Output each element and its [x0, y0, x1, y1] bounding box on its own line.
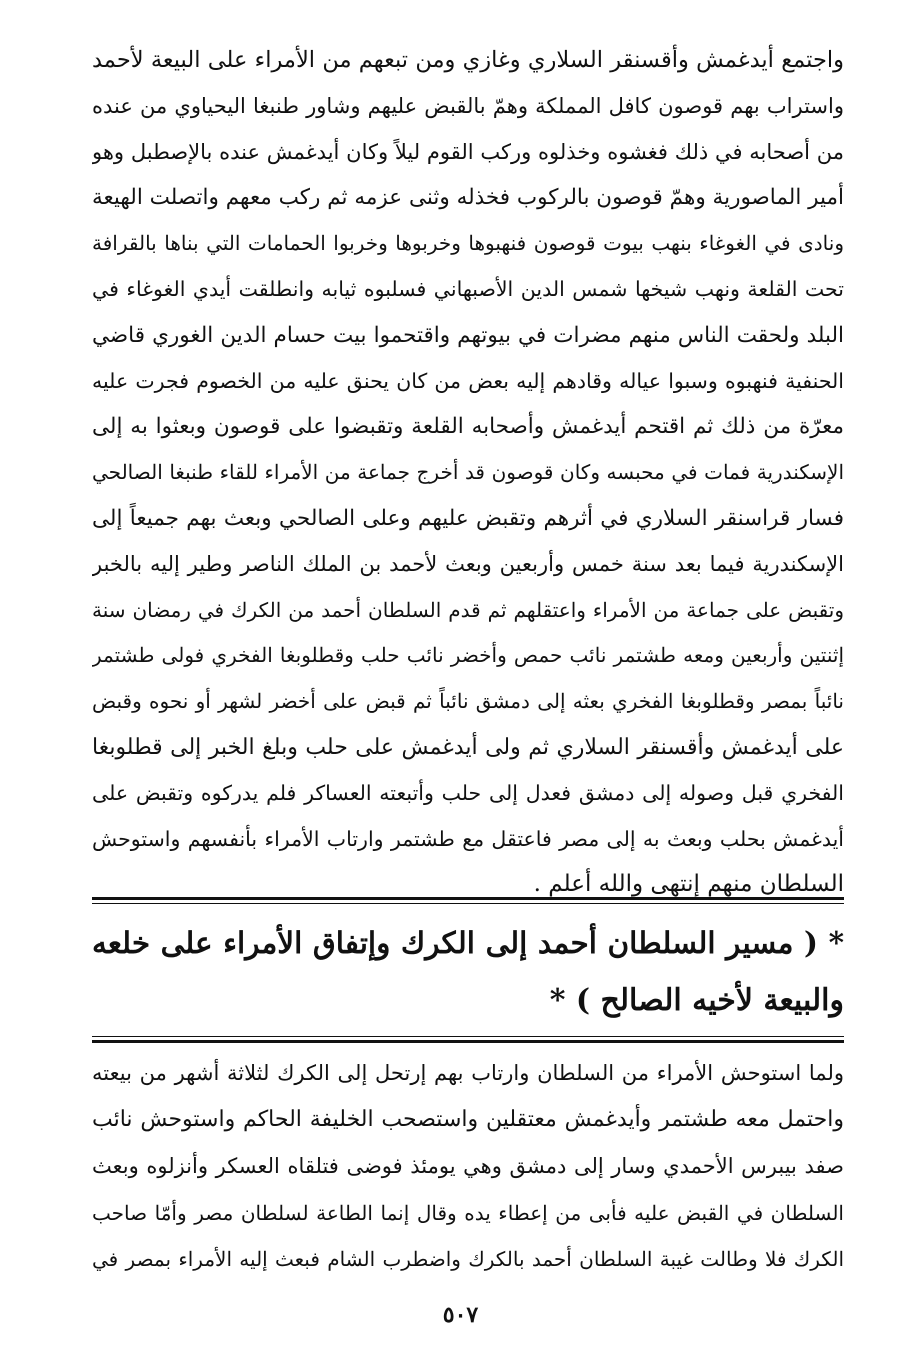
section-heading — [92, 914, 844, 1030]
text-line: واستراب بهم قوصون كافل المملكة وهمّ بالقبض عليهم وشاور طنبغا اليحياوي من عنده — [92, 93, 844, 118]
text-line: واحتمل معه طشتمر وأيدغمش معتقلين واستصحب الخليفة الحاكم واستوحش نائب — [92, 1106, 844, 1132]
divider-rule-thin — [92, 1036, 844, 1037]
page-number: ٥٠٧ — [442, 1302, 479, 1328]
text-line: الإسكندرية فمات في محبسه وكان قوصون قد أخرج جماعة من الأمراء للقاء طنبغا الصالحي — [92, 460, 844, 485]
body-text-bottom — [92, 1050, 844, 1283]
divider-rule-thick — [92, 897, 844, 900]
text-line: ولما استوحش الأمراء من السلطان وارتاب بهم إرتحل إلى الكرك لثلاثة أشهر من بيعته — [92, 1061, 844, 1085]
text-line: تحت القلعة ونهب شيخها شمس الدين الأصبهاني فسلبوه ثيابه وانطلقت أيدي الغوغاء في — [92, 276, 844, 301]
text-line: أيدغمش بحلب وبعث به إلى مصر فاعتقل مع طشتمر وارتاب الأمراء بأنفسهم واستوحش — [92, 826, 844, 851]
section-heading-line-2: والبيعة لأخيه الصالح ) * — [549, 983, 844, 1018]
text-line: واجتمع أيدغمش وأقسنقر السلاري وغازي ومن تبعهم من الأمراء على البيعة لأحمد — [92, 47, 844, 73]
text-line-last: السلطان منهم إنتهى والله أعلم . — [533, 871, 844, 898]
text-line: السلطان في القبض عليه فأبى من إعطاء يده وقال إنما الطاعة لسلطان مصر وأمّا صاحب — [92, 1200, 844, 1225]
section-heading-line-1: * ( مسير السلطان أحمد إلى الكرك وإتفاق الأمراء على خلعه — [92, 925, 844, 960]
text-line: صفد بيبرس الأحمدي وسار إلى دمشق وهي يومئذ فوضى فتلقاه العسكر وأنزلوه وبعث — [92, 1154, 844, 1179]
text-line: نائباً بمصر وقطلوبغا الفخري بعثه إلى دمشق نائباً ثم قبض على أخضر لشهر أو نحوه وقبض — [92, 689, 844, 714]
text-line: الفخري قبل وصوله إلى دمشق فعدل إلى حلب وأتبعته العساكر فلم يدركوه وتقبض على — [92, 780, 844, 805]
text-line: فسار قراسنقر السلاري في أثرهم وتقبض عليهم وعلى الصالحي وبعث بهم جميعاً إلى — [92, 505, 844, 531]
text-line: الحنفية فنهبوه وسبوا عياله وقادهم إليه بعض من كان يحنق عليه من الخصوم فجرت عليه — [92, 368, 844, 393]
text-line: معرّة من ذلك ثم اقتحم أيدغمش وأصحابه القلعة وتقبضوا على قوصون وبعثوا به إلى — [92, 414, 844, 440]
text-line: أمير الماصورية وهمّ قوصون بالركوب فخذله وثنى عزمه ثم ركب معهم واتصلت الهيعة — [92, 185, 844, 211]
text-line: على أيدغمش وأقسنقر السلاري ثم ولى أيدغمش على حلب وبلغ الخبر إلى قطلوبغا — [92, 734, 844, 760]
body-text-top — [92, 38, 844, 908]
text-line: الإسكندرية فيما بعد سنة خمس وأربعين وبعث لأحمد بن الملك الناصر وطير إليه بالخبر — [92, 551, 844, 576]
text-line: البلد ولحقت الناس منهم مضرات في بيوتهم واقتحموا بيت حسام الدين الغوري قاضي — [92, 322, 844, 348]
text-line: ونادى في الغوغاء بنهب بيوت قوصون فنهبوها وخربوها وخربوا الحمامات التي بناها بالقرافة — [92, 231, 844, 256]
text-line: وتقبض على جماعة من الأمراء واعتقلهم ثم قدم السلطان أحمد من الكرك في رمضان سنة — [92, 597, 844, 622]
text-line: الكرك فلا وطالت غيبة السلطان أحمد بالكرك واضطرب الشام فبعث إليه الأمراء بمصر في — [92, 1247, 844, 1272]
text-line: إثنتين وأربعين ومعه طشتمر نائب حمص وأخضر نائب حلب وقطلوبغا الفخري فولى طشتمر — [92, 643, 844, 668]
divider-rule-thin — [92, 903, 844, 904]
divider-rule-thick — [92, 1040, 844, 1043]
text-line: من أصحابه في ذلك فغشوه وخذلوه وركب القوم ليلاً وكان أيدغمش عنده بالإصطبل وهو — [92, 139, 844, 164]
